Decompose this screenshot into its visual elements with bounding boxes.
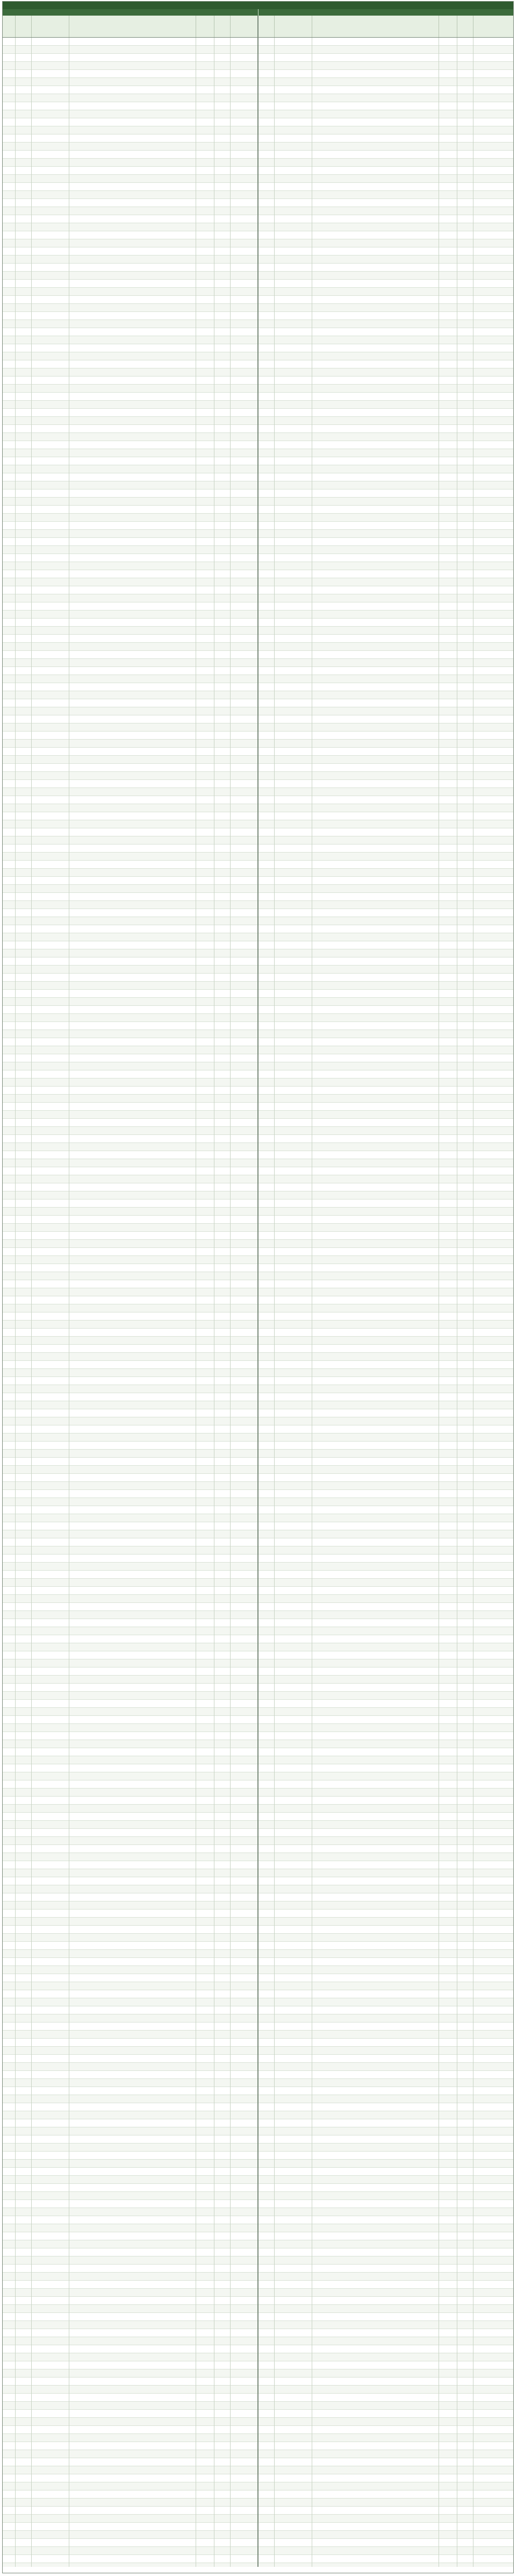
left-col-group xyxy=(196,16,214,37)
right-col-university xyxy=(275,16,312,37)
table-title-bar xyxy=(3,2,513,9)
left-col-rank xyxy=(3,16,16,37)
left-col-department xyxy=(69,16,196,37)
column-gridlines xyxy=(3,38,513,2567)
table-subtitle-bar xyxy=(3,9,513,16)
left-col-score xyxy=(214,16,231,37)
column-header-row xyxy=(3,16,513,38)
left-col-region xyxy=(16,16,32,37)
left-col-university xyxy=(32,16,69,37)
left-col-rank2 xyxy=(231,16,258,37)
right-half-heading xyxy=(258,9,514,16)
right-col-group xyxy=(439,16,457,37)
right-col-region xyxy=(258,16,275,37)
admission-table-page xyxy=(2,1,514,2573)
right-col-score xyxy=(457,16,473,37)
table-body xyxy=(3,38,513,2567)
right-col-department xyxy=(312,16,439,37)
right-col-rank xyxy=(473,16,501,37)
left-half-heading xyxy=(3,9,258,16)
